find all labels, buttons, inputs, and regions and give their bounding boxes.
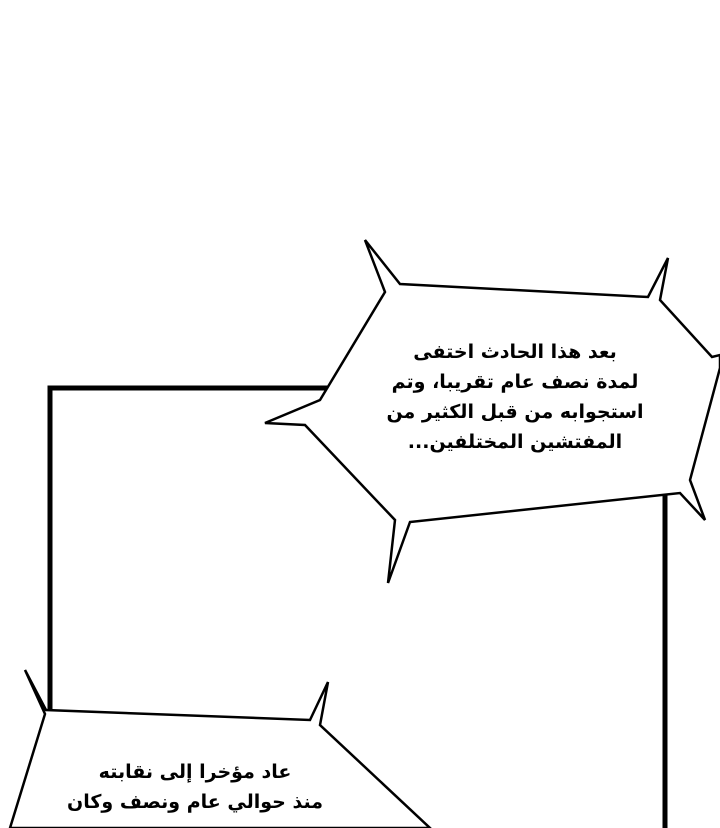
bubble-line: لمدة نصف عام تقريبا، وتم xyxy=(391,371,639,393)
speech-bubble-2-text xyxy=(25,757,365,817)
bubble-line: منذ حوالي عام ونصف وكان xyxy=(67,791,323,813)
bubble-line: المفتشين المختلفين... xyxy=(407,431,623,453)
speech-bubble-1-text xyxy=(355,337,675,457)
bubble-line: استجوابه من قبل الكثير من xyxy=(386,401,644,423)
bubble-line: عاد مؤخرا إلى نقابته xyxy=(98,761,292,783)
bubble-line: بعد هذا الحادث اختفى xyxy=(413,341,617,363)
